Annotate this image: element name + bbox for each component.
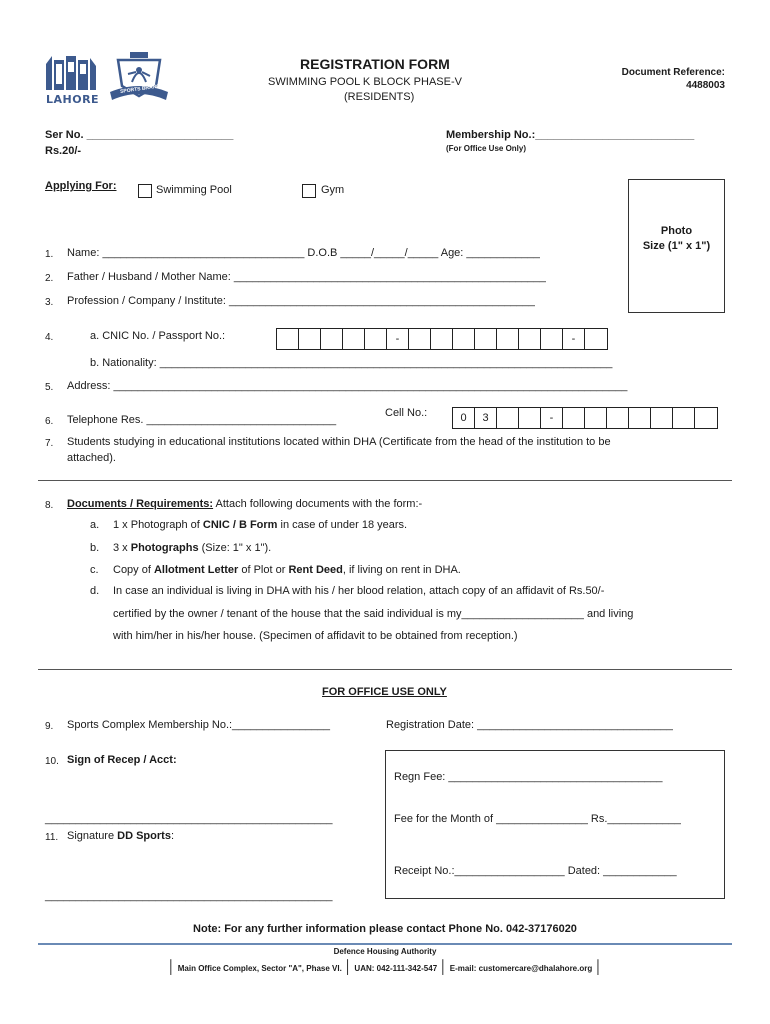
cell-digit-cell[interactable] <box>673 408 695 428</box>
name-dob-age-field[interactable]: Name: _________________________________ D.O.B _____/_____/_____ Age: ____________ <box>67 247 540 259</box>
cnic-digit-cell[interactable]: - <box>563 329 585 349</box>
dd-sports-sign-post: : <box>170 830 174 842</box>
applying-for-label: Applying For: <box>45 180 117 192</box>
monthly-fee-field[interactable]: Fee for the Month of _______________ Rs.____________ <box>394 813 681 825</box>
profession-field[interactable]: Profession / Company / Institute: __________________________________________________ <box>67 295 535 307</box>
guardian-name-field[interactable]: Father / Husband / Mother Name: ___________________________________________________ <box>67 271 546 283</box>
cnic-digit-cell[interactable] <box>343 329 365 349</box>
section-divider-2 <box>38 669 732 670</box>
form-subtitle: SWIMMING POOL K BLOCK PHASE-V <box>268 76 462 88</box>
doc-item-d-marker: d. <box>90 585 100 597</box>
cell-digit-cell[interactable] <box>585 408 607 428</box>
cell-digit-cell[interactable] <box>497 408 519 428</box>
footer-separator: │ <box>344 959 353 974</box>
office-use-note: (For Office Use Only) <box>446 144 527 153</box>
cnic-digit-cell[interactable] <box>321 329 343 349</box>
doc-item-b-bold: Photographs <box>130 542 199 554</box>
cell-digit-cell[interactable] <box>695 408 717 428</box>
cell-digit-cell[interactable] <box>519 408 541 428</box>
photo-size-label: Size (1" x 1") <box>642 240 711 252</box>
dd-sports-sign-label <box>67 830 174 842</box>
doc-item-c-post: , if living on rent in DHA. <box>342 564 461 576</box>
cnic-digit-cell[interactable] <box>541 329 563 349</box>
photo-label: Photo <box>660 225 693 237</box>
students-note-line2: attached). <box>67 452 116 464</box>
field-number-4: 4. <box>45 332 54 343</box>
footer-separator: │ <box>439 959 448 974</box>
footer-separator: │ <box>594 959 603 974</box>
dd-sports-sign-line[interactable]: _______________________________________________ <box>45 890 333 902</box>
recep-sign-label: Sign of Recep / Acct: <box>67 754 177 766</box>
cnic-digit-cell[interactable] <box>519 329 541 349</box>
photo-box <box>628 179 725 313</box>
regn-fee-field[interactable]: Regn Fee: ___________________________________ <box>394 771 663 783</box>
contact-note: Note: For any further information please contact Phone No. 042-37176020 <box>193 923 577 935</box>
gym-checkbox[interactable] <box>302 184 316 198</box>
membership-no-field[interactable]: Membership No.:__________________________ <box>446 129 695 141</box>
doc-item-c-mid: of Plot or <box>238 564 289 576</box>
sports-branch-emblem <box>108 50 170 106</box>
form-subtitle-residents: (RESIDENTS) <box>344 91 415 103</box>
cnic-digit-cell[interactable] <box>365 329 387 349</box>
field-number-3: 3. <box>45 297 54 308</box>
receipt-field[interactable]: Receipt No.:__________________ Dated: ____________ <box>394 865 677 877</box>
field-number-8: 8. <box>45 500 54 511</box>
doc-item-a-bold: CNIC / B Form <box>202 519 278 531</box>
address-field[interactable]: Address: ____________________________________________________________________________________ <box>67 380 628 392</box>
documents-intro: Attach following documents with the form:- <box>213 498 423 510</box>
sports-badge-text: SPORTS BRANCH <box>119 82 164 96</box>
cnic-digit-cell[interactable] <box>299 329 321 349</box>
doc-item-c-bold2: Rent Deed <box>288 564 343 576</box>
field-number-10: 10. <box>45 756 59 767</box>
fee-amount: Rs.20/- <box>45 145 82 157</box>
swimming-pool-label: Swimming Pool <box>156 184 232 196</box>
field-number-7: 7. <box>45 438 54 449</box>
fee-box <box>385 750 725 899</box>
footer-contact-row <box>0 959 770 974</box>
cnic-input-cells[interactable] <box>276 328 608 350</box>
nationality-field[interactable]: b. Nationality: __________________________________________________________________________ <box>90 357 613 369</box>
doc-reference-label: Document Reference: <box>621 67 725 78</box>
doc-item-d-line1: In case an individual is living in DHA with his / her blood relation, attach copy of an affidavit of Rs.50/- <box>113 585 605 597</box>
field-number-2: 2. <box>45 273 54 284</box>
doc-item-b-pre: 3 x <box>113 542 131 554</box>
cnic-digit-cell[interactable] <box>409 329 431 349</box>
cell-digit-cell[interactable] <box>563 408 585 428</box>
footer-separator: │ <box>167 959 176 974</box>
doc-item-b-post: (Size: 1" x 1"). <box>198 542 272 554</box>
office-use-heading: FOR OFFICE USE ONLY <box>322 686 447 698</box>
documents-heading-row <box>67 498 422 510</box>
doc-item-c <box>113 564 461 576</box>
field-number-6: 6. <box>45 416 54 427</box>
doc-item-d-line3: with him/her in his/her house. (Specimen of affidavit to be obtained from reception.) <box>113 630 518 642</box>
ser-no-field[interactable]: Ser No. ________________________ <box>45 129 234 141</box>
cnic-digit-cell[interactable] <box>277 329 299 349</box>
doc-item-a <box>113 519 407 531</box>
field-number-1: 1. <box>45 249 54 260</box>
sports-emblem-icon <box>108 50 170 106</box>
section-divider-1 <box>38 480 732 481</box>
form-title: REGISTRATION FORM <box>300 56 450 72</box>
doc-item-b <box>113 542 271 554</box>
cell-digit-cell[interactable] <box>629 408 651 428</box>
doc-item-c-bold1: Allotment Letter <box>153 564 239 576</box>
doc-item-c-pre: Copy of <box>113 564 154 576</box>
footer-rule <box>38 943 732 945</box>
cnic-digit-cell[interactable] <box>475 329 497 349</box>
cell-digit-cell[interactable] <box>651 408 673 428</box>
students-note-line1: Students studying in educational institutions located within DHA (Certificate from the head of the institution to be <box>67 436 611 448</box>
cnic-digit-cell[interactable]: - <box>387 329 409 349</box>
cnic-digit-cell[interactable] <box>431 329 453 349</box>
telephone-res-field[interactable]: Telephone Res. _______________________________ <box>67 414 337 426</box>
footer-uan: UAN: 042-111-342-547 <box>354 964 438 973</box>
doc-item-c-marker: c. <box>90 564 99 576</box>
cnic-digit-cell[interactable] <box>585 329 607 349</box>
swimming-pool-checkbox[interactable] <box>138 184 152 198</box>
field-number-9: 9. <box>45 721 54 732</box>
footer-address: Main Office Complex, Sector "A", Phase VI. <box>177 964 342 973</box>
cell-digit-cell[interactable]: 3 <box>475 408 497 428</box>
dd-sports-sign-bold: DD Sports <box>117 830 171 842</box>
recep-sign-line[interactable]: _______________________________________________ <box>45 813 333 825</box>
field-number-11: 11. <box>45 832 59 843</box>
doc-item-a-pre: 1 x Photograph of <box>113 519 203 531</box>
cell-digit-cell[interactable]: - <box>541 408 563 428</box>
cnic-label: a. CNIC No. / Passport No.: <box>90 330 226 342</box>
cell-no-label: Cell No.: <box>385 407 428 419</box>
gym-label: Gym <box>321 184 345 196</box>
dd-sports-sign-pre: Signature <box>67 830 118 842</box>
doc-item-b-marker: b. <box>90 542 100 554</box>
cell-digit-cell[interactable] <box>607 408 629 428</box>
documents-heading: Documents / Requirements: <box>67 498 214 510</box>
doc-item-a-post: in case of under 18 years. <box>277 519 408 531</box>
cnic-digit-cell[interactable] <box>453 329 475 349</box>
footer-org: Defence Housing Authority <box>333 947 437 956</box>
cnic-digit-cell[interactable] <box>497 329 519 349</box>
footer-email[interactable]: E-mail: customercare@dhalahore.org <box>449 964 593 973</box>
cell-digit-cell[interactable]: 0 <box>453 408 475 428</box>
doc-reference-value: 4488003 <box>686 80 725 91</box>
doc-item-a-marker: a. <box>90 519 100 531</box>
logo-city-text: LAHORE <box>46 93 100 106</box>
registration-date-field[interactable]: Registration Date: ________________________________ <box>386 719 673 731</box>
cell-no-input-cells[interactable] <box>452 407 718 429</box>
sports-membership-field[interactable]: Sports Complex Membership No.:________________ <box>67 719 330 731</box>
field-number-5: 5. <box>45 382 54 393</box>
doc-item-d-line2[interactable]: certified by the owner / tenant of the house that the said individual is my____________________ and living <box>113 608 634 620</box>
